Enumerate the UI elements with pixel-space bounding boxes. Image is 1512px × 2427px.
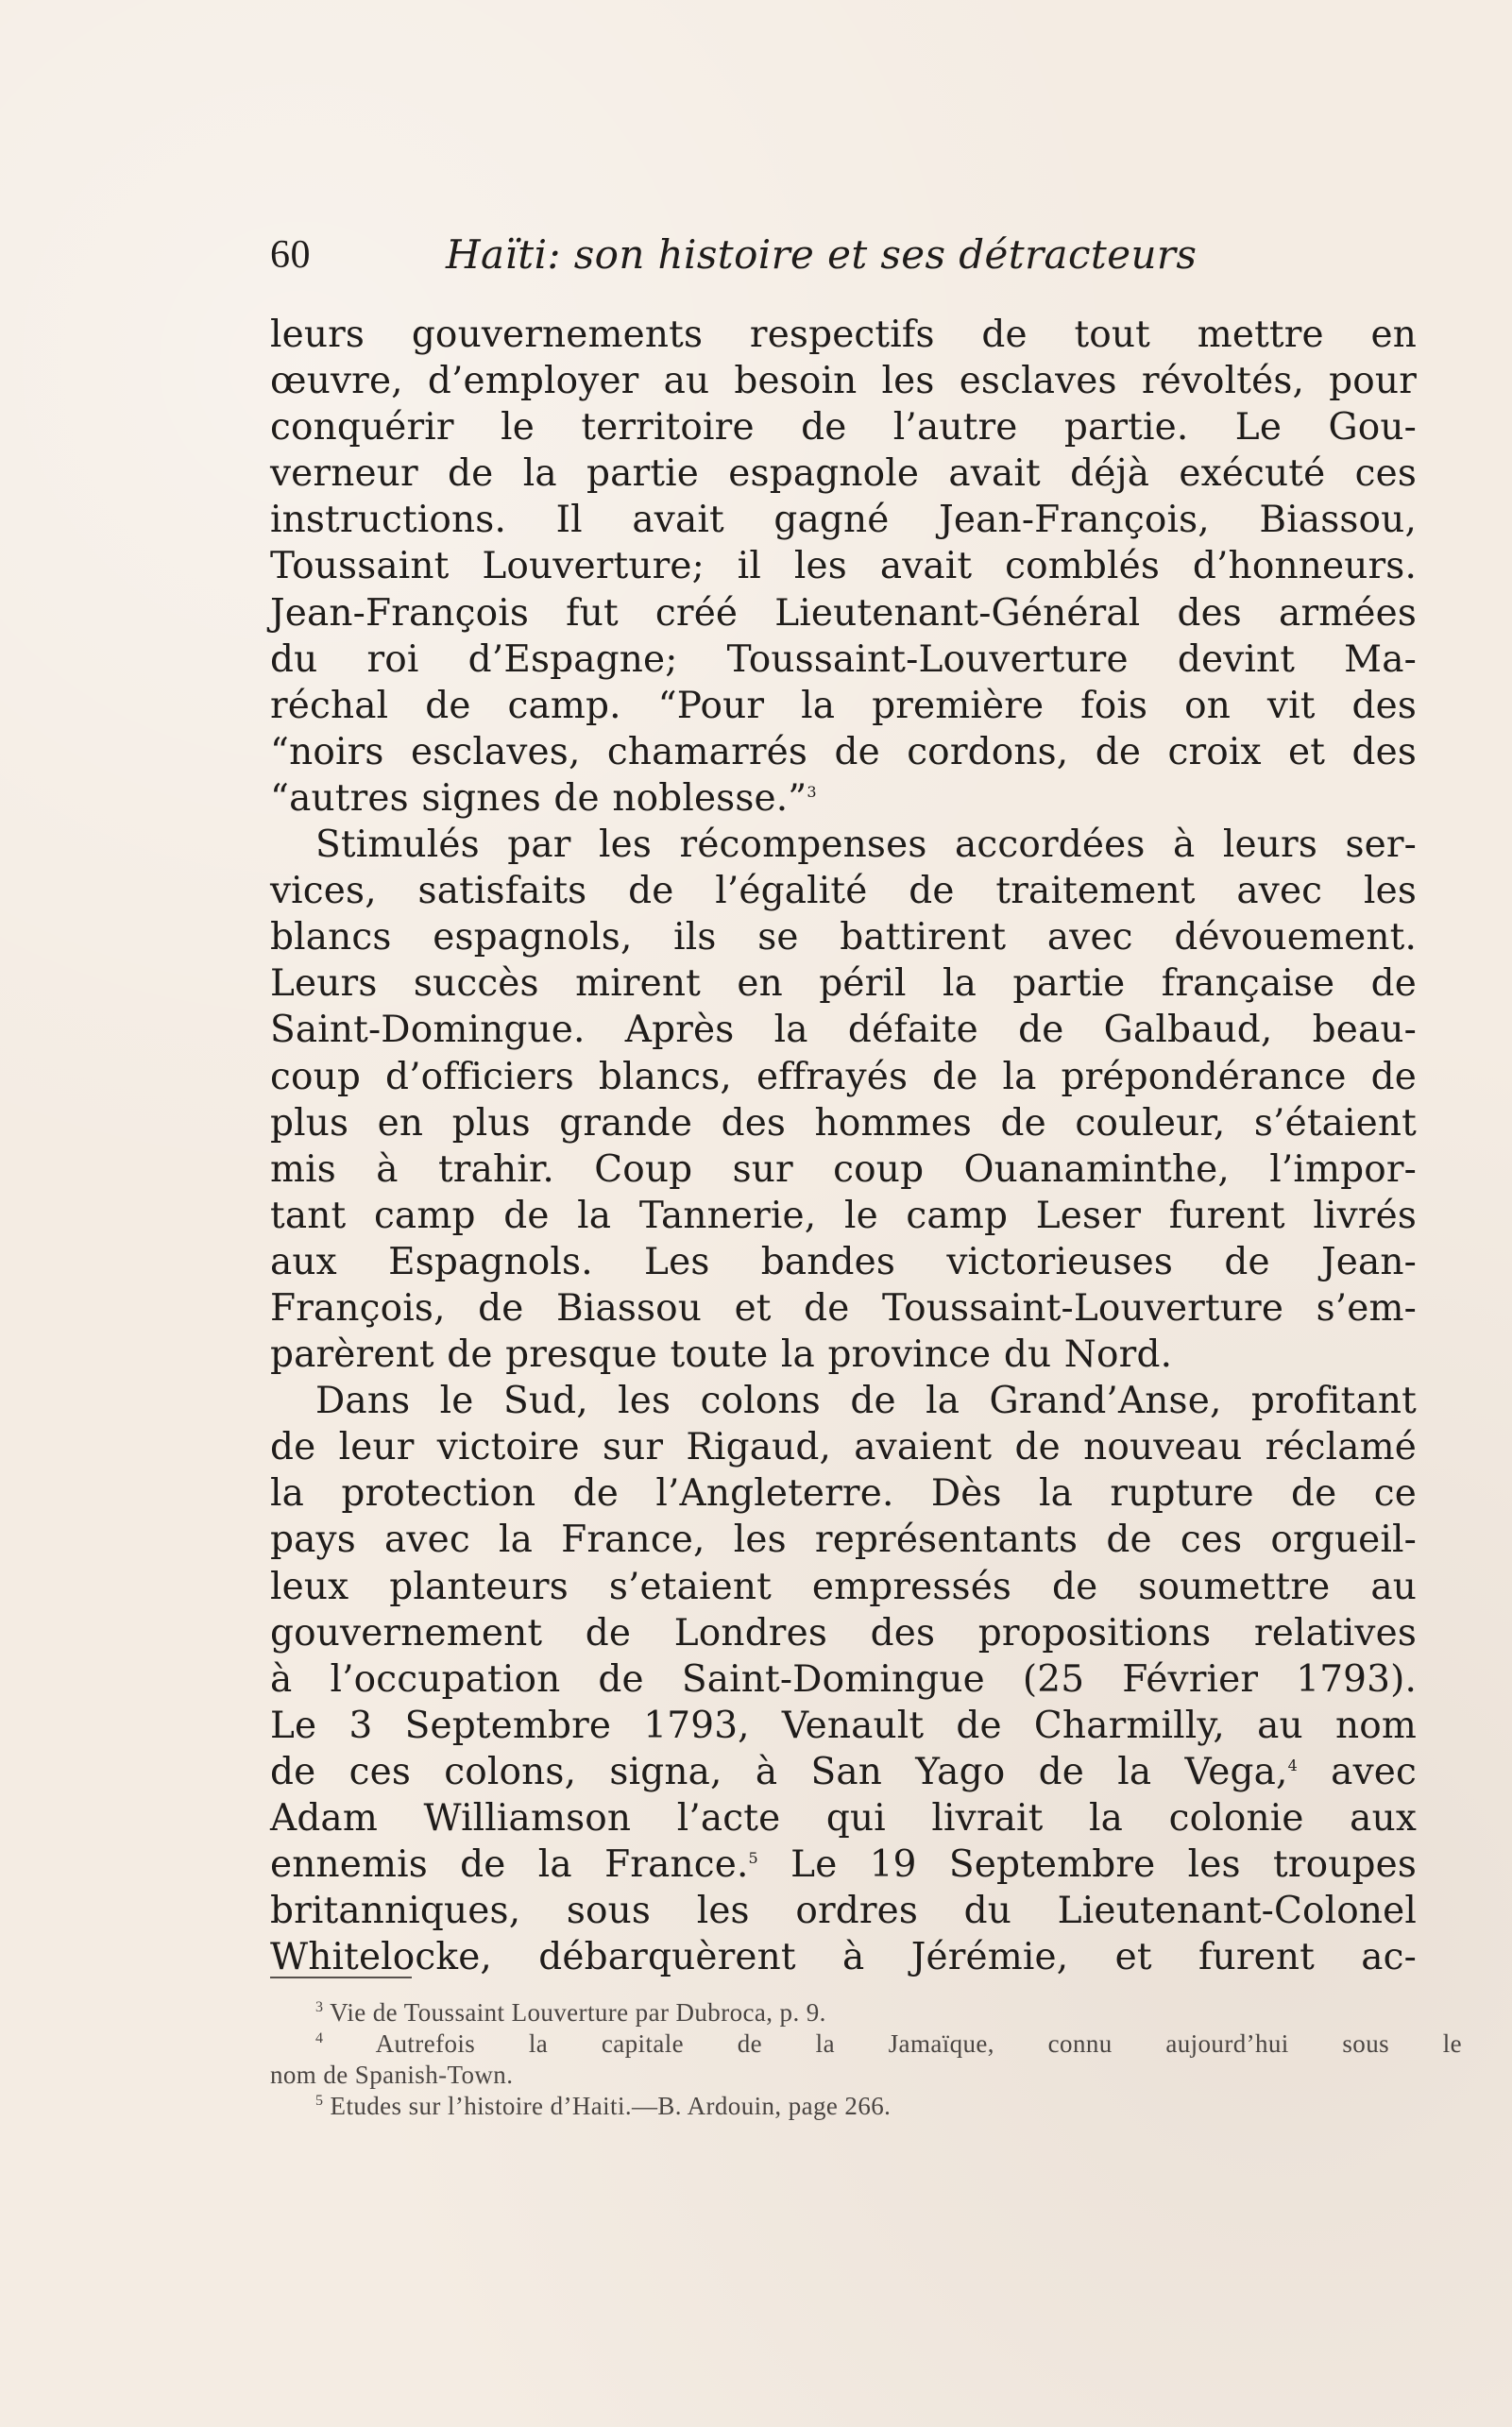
- body-line: aux Espagnols. Les bandes victorieuses de Jean-: [270, 1240, 1417, 1283]
- body-line: Leurs succès mirent en péril la partie française de: [270, 962, 1417, 1006]
- body-line-with-note: [270, 1749, 1417, 1795]
- page-header: [270, 229, 1237, 281]
- running-title: Haïti: son histoire et ses détracteurs: [446, 231, 1198, 278]
- body-line: Whitelocke, débarquèrent à Jérémie, et furent ac-: [270, 1936, 1417, 1979]
- footnotes: [270, 1997, 1462, 2122]
- footnote-mark-5: 5: [315, 2093, 324, 2109]
- footnote-5: [270, 2091, 1417, 2122]
- footnote-reference-4: 4: [1287, 1756, 1298, 1774]
- body-line: Adam Williamson l’acte qui livrait la colonie aux: [270, 1797, 1417, 1840]
- body-line: tant camp de la Tannerie, le camp Leser furent livrés: [270, 1194, 1417, 1237]
- body-line: leux planteurs s’etaient empressés de soumettre au: [270, 1565, 1417, 1608]
- body-line-continuation: avec: [1297, 1750, 1417, 1793]
- body-line: plus en plus grande des hommes de couleur, s’étaient: [270, 1101, 1417, 1145]
- footnote-rule: [270, 1977, 412, 1978]
- body-line: œuvre, d’employer au besoin les esclaves révoltés, pour: [270, 360, 1417, 403]
- body-line-text: “autres signes de noblesse.”: [270, 776, 807, 820]
- body-line: Jean-François fut créé Lieutenant-Général des armées: [270, 591, 1417, 635]
- body-line: gouvernement de Londres des propositions relatives: [270, 1611, 1417, 1655]
- body-line: parèrent de presque toute la province du Nord.: [270, 1333, 1173, 1377]
- body-line: coup d’officiers blancs, effrayés de la prépondérance de: [270, 1055, 1417, 1098]
- body-line: François, de Biassou et de Toussaint-Louverture s’em-: [270, 1286, 1417, 1330]
- body-line-with-note: [270, 775, 1417, 822]
- footnote-4-continuation: nom de Spanish-Town.: [270, 2061, 514, 2089]
- footnote-reference-5: 5: [748, 1849, 758, 1868]
- body-line: du roi d’Espagne; Toussaint-Louverture devint Ma-: [270, 637, 1417, 681]
- body-line: Stimulés par les récompenses accordées à leurs ser-: [315, 823, 1417, 867]
- body-line: Toussaint Louverture; il les avait comblés d’honneurs.: [270, 545, 1417, 588]
- body-line: la protection de l’Angleterre. Dès la rupture de ce: [270, 1472, 1417, 1516]
- footnote-text-4-line-1: Autrefois la capitale de la Jamaïque, connu aujourd’hui sous le: [323, 2029, 1462, 2058]
- body-line: verneur de la partie espagnole avait déjà exécuté ces: [270, 452, 1417, 496]
- body-line-continuation: Le 19 Septembre les troupes: [757, 1843, 1417, 1887]
- body-line: instructions. Il avait gagné Jean-François, Biassou,: [270, 499, 1417, 542]
- body-line: vices, satisfaits de l’égalité de traitement avec les: [270, 870, 1417, 913]
- body-line-text: ennemis de la France.: [270, 1843, 749, 1887]
- body-line: Le 3 Septembre 1793, Venault de Charmilly, au nom: [270, 1704, 1417, 1747]
- footnote-reference-3: 3: [807, 782, 817, 801]
- body-line: Dans le Sud, les colons de la Grand’Anse, profitant: [315, 1380, 1417, 1423]
- body-line: conquérir le territoire de l’autre partie. Le Gou-: [270, 406, 1417, 450]
- body-line: pays avec la France, les représentants de ces orgueil-: [270, 1519, 1417, 1562]
- body-line: blancs espagnols, ils se battirent avec dévouement.: [270, 916, 1417, 959]
- body-line: mis à trahir. Coup sur coup Ouanaminthe, l’impor-: [270, 1147, 1417, 1191]
- body-line: britanniques, sous les ordres du Lieutenant-Colonel: [270, 1890, 1417, 1933]
- footnote-text-5: Etudes sur l’histoire d’Haiti.—B. Ardouin, page 266.: [323, 2092, 892, 2120]
- body-line-with-note: [270, 1841, 1417, 1888]
- body-line: leurs gouvernements respectifs de tout mettre en: [270, 314, 1417, 356]
- body-text: [270, 312, 1417, 1980]
- body-line: à l’occupation de Saint-Domingue (25 Février 1793).: [270, 1657, 1417, 1701]
- body-line-text: de ces colons, signa, à San Yago de la Vega,: [270, 1750, 1288, 1793]
- body-line: réchal de camp. “Pour la première fois on vit des: [270, 684, 1417, 727]
- footnote-3: [270, 1997, 1417, 2028]
- footnote-text-3: Vie de Toussaint Louverture par Dubroca, p. 9.: [323, 1998, 826, 2027]
- body-line: de leur victoire sur Rigaud, avaient de nouveau réclamé: [270, 1426, 1417, 1469]
- footnote-mark-4: 4: [315, 2030, 324, 2046]
- page-number: 60: [270, 233, 311, 277]
- footnote-mark-3: 3: [315, 1999, 324, 2015]
- body-line: “noirs esclaves, chamarrés de cordons, de croix et des: [270, 730, 1417, 773]
- footnote-4: [270, 2028, 1462, 2060]
- body-line: Saint-Domingue. Après la défaite de Galbaud, beau-: [270, 1009, 1417, 1052]
